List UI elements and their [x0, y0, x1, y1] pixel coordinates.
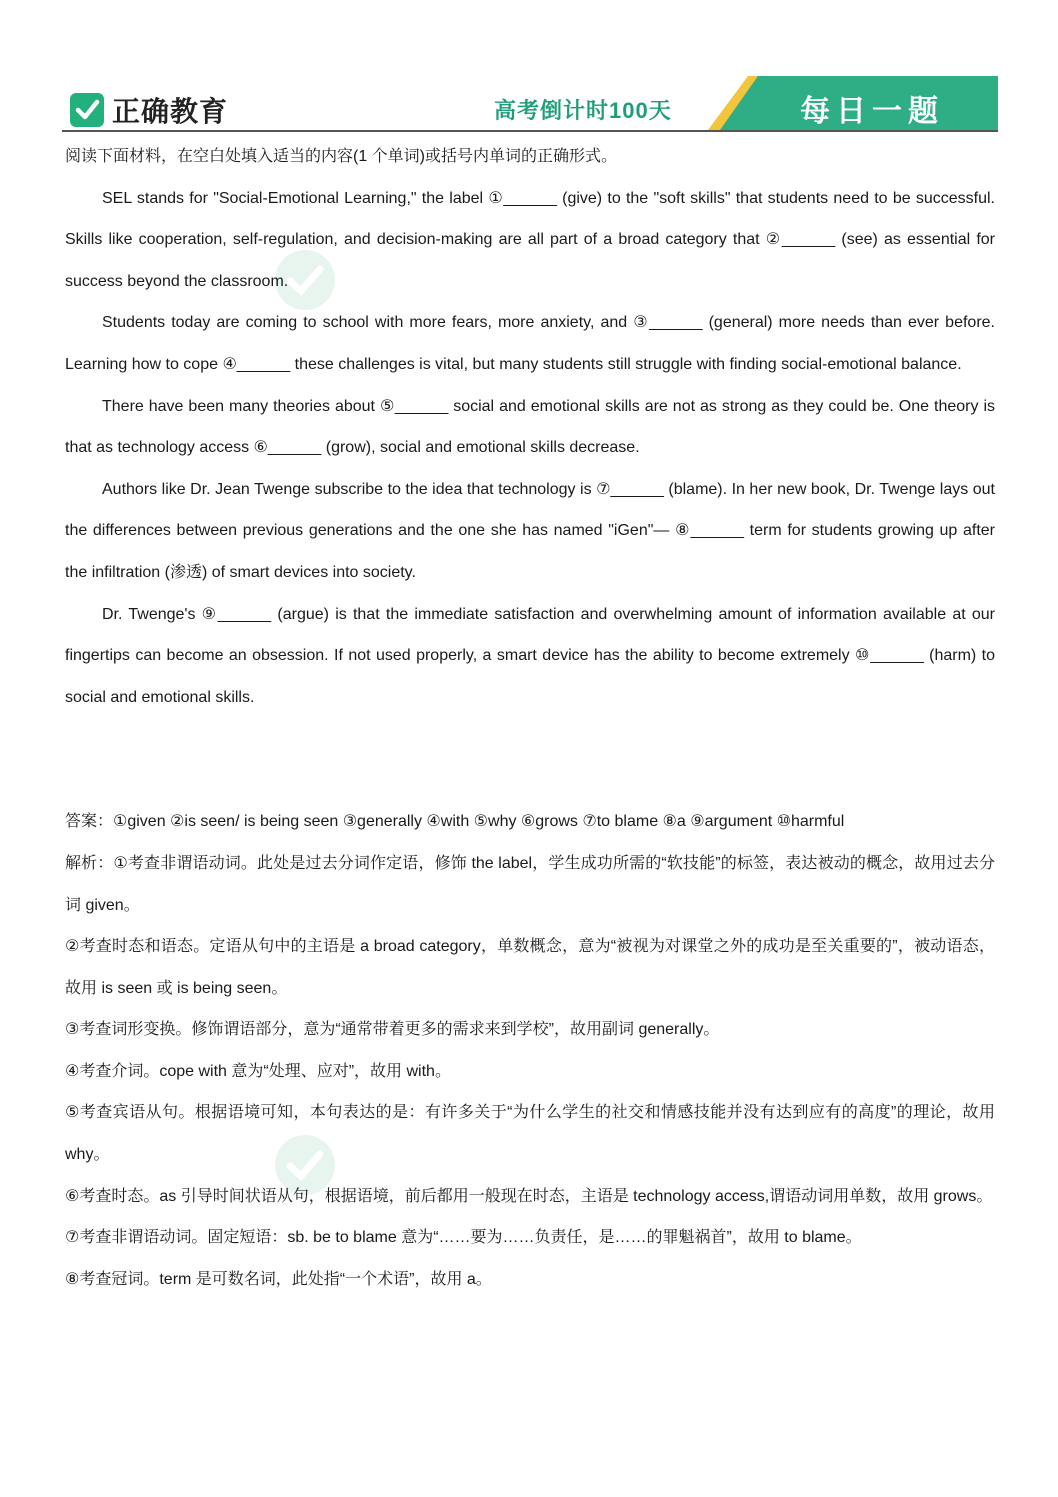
- passage-paragraph-3: There have been many theories about ⑤______ social and emotional skills are not as strong as they could be. One theory is that as technology access ⑥______ (grow), social and emotional skills decrease.: [65, 397, 995, 457]
- document-body: [65, 136, 995, 1300]
- explanation-1: 解析：①考查非谓语动词。此处是过去分词作定语，修饰 the label，学生成功所需的“软技能”的标签，表达被动的概念，故用过去分词 given。: [65, 854, 995, 914]
- brand-logo: [70, 90, 228, 130]
- explanation-3: ③考查词形变换。修饰谓语部分，意为“通常带着更多的需求来到学校”，故用副词 generally。: [65, 1021, 720, 1039]
- brand-name: 正确教育: [112, 96, 229, 127]
- page-header: [62, 76, 998, 134]
- banner-title: 每日一题: [800, 95, 944, 128]
- passage-paragraph-2: Students today are coming to school with more fears, more anxiety, and ③______ (general) more needs than ever before. Learning how to cope ④______ these challenges is vital, but many students still struggle with finding social-emotional balance.: [65, 314, 995, 373]
- passage-paragraph-5: Dr. Twenge's ⑨______ (argue) is that the immediate satisfaction and overwhelming amount of information available at our fingertips can become an obsession. If not used properly, a smart device has the ability to become extremely ⑩______ (harm) to social and emotional skills.: [65, 605, 995, 706]
- countdown-label: 高考倒计时100天: [494, 98, 672, 123]
- explanation-8: ⑧考查冠词。term 是可数名词，此处指“一个术语”，故用 a。: [65, 1270, 492, 1288]
- daily-question-banner: [708, 76, 998, 130]
- explanation-6: ⑥考查时态。as 引导时间状语从句，根据语境，前后都用一般现在时态，主语是 technology access,谓语动词用单数，故用 grows。: [65, 1187, 993, 1205]
- passage-paragraph-1: SEL stands for "Social-Emotional Learning," the label ①______ (give) to the "soft skills" that students need to be successful. Skills like cooperation, self-regulation, and decision-making are all part of a broad category that ②______ (see) as essential for success beyond the classroom.: [65, 189, 995, 290]
- answer-key: 答案：①given ②is seen/ is being seen ③generally ④with ⑤why ⑥grows ⑦to blame ⑧a ⑨argument ⑩harmful: [65, 813, 845, 831]
- instruction: 阅读下面材料，在空白处填入适当的内容(1 个单词)或括号内单词的正确形式。: [65, 148, 618, 165]
- explanation-5: ⑤考查宾语从句。根据语境可知，本句表达的是：有许多关于“为什么学生的社交和情感技能并没有达到应有的高度”的理论，故用 why。: [65, 1104, 995, 1164]
- explanation-4: ④考查介词。cope with 意为“处理、应对”，故用 with。: [65, 1062, 451, 1080]
- section-gap: [65, 718, 995, 801]
- explanation-7: ⑦考查非谓语动词。固定短语：sb. be to blame 意为“……要为……负责任，是……的罪魁祸首”，故用 to blame。: [65, 1229, 862, 1247]
- explanation-2: ②考查时态和语态。定语从句中的主语是 a broad category，单数概念，意为“被视为对课堂之外的成功是至关重要的”，被动语态，故用 is seen 或 is being seen。: [65, 938, 995, 997]
- passage-paragraph-4: Authors like Dr. Jean Twenge subscribe to the idea that technology is ⑦______ (blame). In her new book, Dr. Twenge lays out the differences between previous generations and the one she has named "iGen"— ⑧______ term for students growing up after the infiltration (渗透) of smart devices into society.: [65, 480, 995, 581]
- header-divider: [62, 130, 998, 132]
- checkmark-icon: [70, 93, 104, 127]
